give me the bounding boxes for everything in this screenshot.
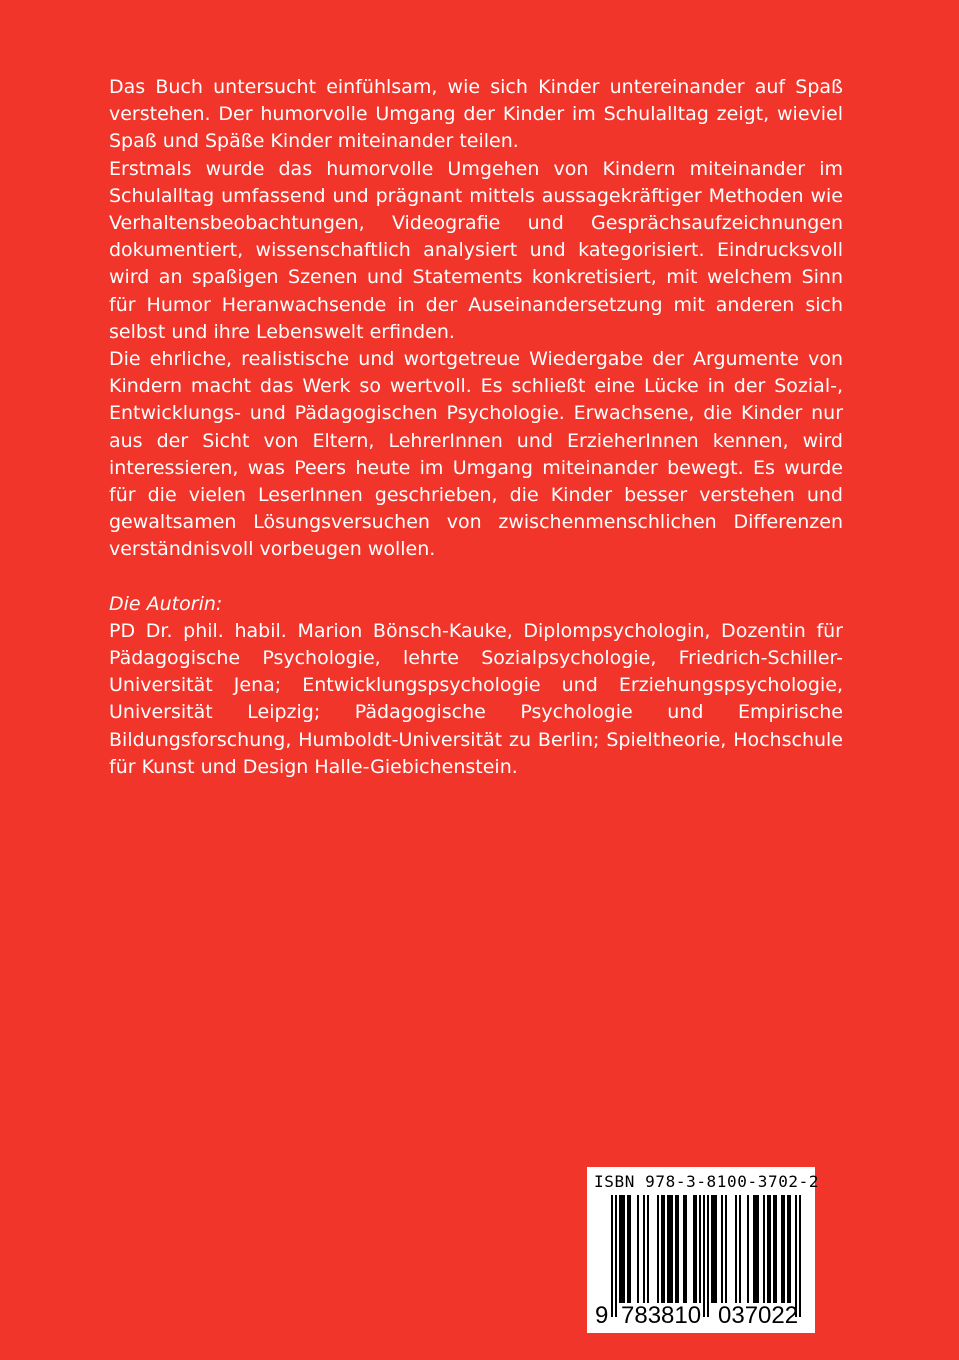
- barcode-bar: [647, 1195, 649, 1303]
- barcode-left-digits: 783810: [621, 1302, 702, 1329]
- barcode-bar: [675, 1195, 677, 1303]
- barcode-bar: [721, 1195, 723, 1303]
- barcode-guard-bar: [703, 1195, 705, 1317]
- barcode-bar: [627, 1195, 629, 1303]
- barcode-bar: [755, 1195, 757, 1303]
- barcode-bar: [767, 1195, 769, 1303]
- barcode-right-digits: 037022: [718, 1302, 799, 1329]
- barcode-bar: [685, 1195, 687, 1303]
- barcode-bar: [667, 1195, 669, 1303]
- barcode-bar: [671, 1195, 673, 1303]
- barcode-bar: [739, 1195, 741, 1303]
- barcode-bar: [757, 1195, 759, 1303]
- barcode-bar: [677, 1195, 679, 1303]
- barcode-bar: [763, 1195, 765, 1303]
- barcode-bar: [637, 1195, 639, 1303]
- barcode-bar: [695, 1195, 697, 1303]
- barcode-bar: [621, 1195, 623, 1303]
- barcode-bar: [773, 1195, 775, 1303]
- barcode-bar: [693, 1195, 695, 1303]
- barcode-bar: [735, 1195, 737, 1303]
- barcode-bar: [629, 1195, 631, 1303]
- isbn-barcode-block: [587, 1167, 820, 1333]
- barcode-bar: [715, 1195, 717, 1303]
- barcode-bar: [619, 1195, 621, 1303]
- barcode-guard-bar: [707, 1195, 709, 1317]
- author-heading: Die Autorin:: [109, 592, 223, 615]
- barcode-first-digit: 9: [595, 1302, 609, 1329]
- barcode-bar: [643, 1195, 645, 1303]
- barcode-bar: [683, 1195, 685, 1303]
- barcode-bar: [657, 1195, 659, 1303]
- barcode-bar: [775, 1195, 777, 1303]
- barcode-guard-bar: [611, 1195, 613, 1317]
- isbn-label: ISBN 978-3-8100-3702-2: [594, 1172, 820, 1191]
- barcode-guard-bar: [615, 1195, 617, 1317]
- barcode-bar: [623, 1195, 625, 1303]
- barcode-bar: [713, 1195, 715, 1303]
- description-paragraph-2: Erstmals wurde das humorvolle Umgehen von Kindern miteinander im Schulalltag umfassend und prägnant mittels aussagekräftiger Methoden wie Verhaltensbeobachtungen, Videografie und Gesprächsaufzeichnungen dokumentiert, wissenschaftlich analysiert und kategorisiert. Eindrucksvoll wird an spaßigen Szenen und Statements konkretisiert, mit welchem Sinn für Humor Heranwachsende in der Auseinandersetzung mit anderen sich selbst und ihre Lebenswelt erfinden.: [109, 157, 843, 343]
- description-paragraph-1: Das Buch untersucht einfühlsam, wie sich Kinder untereinander auf Spaß verstehen. Der humorvolle Umgang der Kinder im Schulalltag zeigt, wieviel Spaß und Späße Kinder miteinander teilen.: [109, 76, 843, 153]
- barcode-bar: [769, 1195, 771, 1303]
- barcode-bar: [663, 1195, 665, 1303]
- barcode-guard-bar: [799, 1195, 801, 1317]
- description-paragraph-3: Die ehrliche, realistische und wortgetreue Wiedergabe der Argumente von Kindern macht das Werk so wertvoll. Es schließt eine Lücke in der Sozial-, Entwicklungs- und Pädagogischen Psychologie. Erwachsene, die Kinder nur aus der Sicht von Eltern, LehrerInnen und ErzieherInnen kennen, wird interessieren, was Peers heute im Umgang miteinander bewegt. Es wurde für die vielen LeserInnen geschrieben, die Kinder besser verstehen und gewaltsamen Lösungsversuchen von zwischenmenschlichen Differenzen verständnisvoll vorbeugen wollen.: [109, 348, 843, 561]
- barcode-bar: [669, 1195, 671, 1303]
- barcode-bar: [789, 1195, 791, 1303]
- author-bio: PD Dr. phil. habil. Marion Bönsch-Kauke, Diplompsychologin, Dozentin für Pädagogische Psychologie, lehrte Sozialpsychologie, Friedrich-Schiller-Universität Jena; Entwicklungspsychologie und Erziehungspsychologie, Universität Leipzig; Pädagogische Psychologie und Empirische Bildungsforschung, Humboldt-Universität zu Berlin; Spieltheorie, Hochschule für Kunst und Design Halle-Giebichenstein.: [109, 619, 843, 778]
- barcode-bar: [725, 1195, 727, 1303]
- barcode-bar: [783, 1195, 785, 1303]
- barcode-bar: [781, 1195, 783, 1303]
- barcode-guard-bar: [795, 1195, 797, 1317]
- barcode-bar: [753, 1195, 755, 1303]
- back-cover-text: [109, 74, 843, 781]
- barcode-bar: [699, 1195, 701, 1303]
- barcode-bar: [661, 1195, 663, 1303]
- barcode-bar: [711, 1195, 713, 1303]
- barcode-bar: [747, 1195, 749, 1303]
- barcode-bar: [787, 1195, 789, 1303]
